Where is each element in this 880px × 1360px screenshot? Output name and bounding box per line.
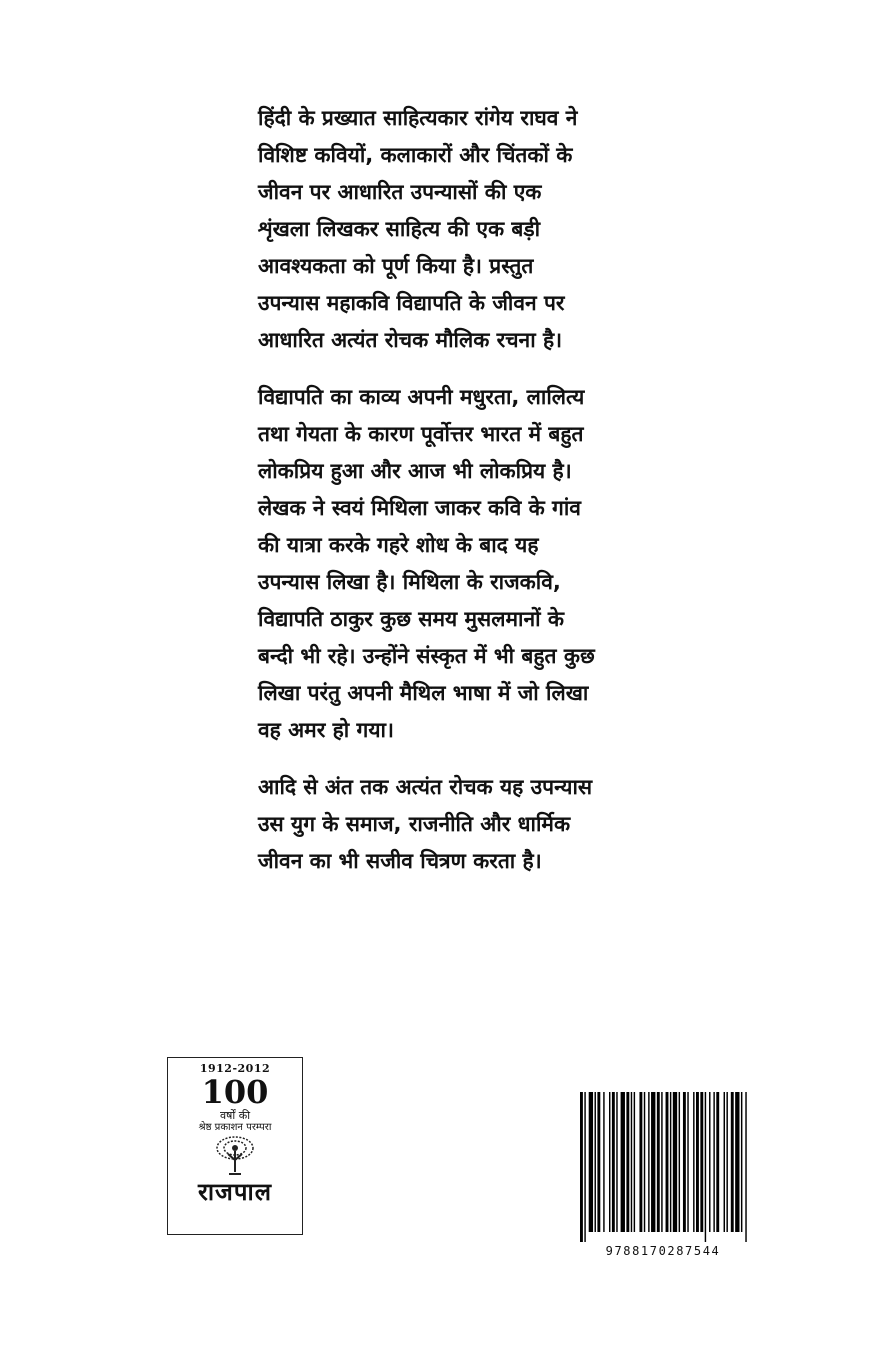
blurb-line: शृंखला लिखकर साहित्य की एक बड़ी [258, 217, 541, 241]
isbn-number: 9788170287544 [605, 1244, 721, 1258]
barcode-bar [595, 1092, 596, 1232]
blurb-line: विद्यापति ठाकुर कुछ समय मुसलमानों के [258, 607, 565, 631]
blurb-line: हिंदी के प्रख्यात साहित्यकार रांगेय राघव ने [258, 106, 578, 130]
barcode-bar [683, 1092, 686, 1232]
barcode-bar [616, 1092, 617, 1232]
barcode-bar [651, 1092, 655, 1232]
blurb-line: लेखक ने स्वयं मिथिला जाकर कवि के गांव [258, 496, 581, 520]
barcode-bar [670, 1092, 671, 1232]
barcode-bar [666, 1092, 669, 1232]
barcode-bar [735, 1092, 739, 1232]
barcode-bar [696, 1092, 699, 1232]
blurb-line: बन्दी भी रहे। उन्होंने संस्कृत में भी बहुत कुछ [258, 644, 595, 668]
blurb-paragraph [258, 100, 630, 359]
barcode-bar [705, 1092, 706, 1242]
barcode-bar [726, 1092, 727, 1232]
blurb-line: विशिष्ट कवियों, कलाकारों और चिंतकों के [258, 143, 573, 167]
barcode-bar [741, 1092, 742, 1232]
isbn-barcode [578, 1092, 748, 1242]
barcode-bar [644, 1092, 645, 1232]
blurb-line: विद्यापति का काव्य अपनी मधुरता, लालित्य [258, 385, 585, 409]
barcode-bar [621, 1092, 625, 1232]
blurb-line: लिखा परंतु अपनी मैथिल भाषा में जो लिखा [258, 681, 589, 705]
barcode-bar [597, 1092, 600, 1232]
back-cover-blurb [258, 100, 630, 900]
barcode-bar [580, 1092, 583, 1242]
barcode-bar [589, 1092, 593, 1232]
blurb-line: की यात्रा करके गहरे शोध के बाद यह [258, 533, 539, 557]
blurb-line: उस युग के समाज, राजनीति और धार्मिक [258, 812, 571, 836]
barcode-bar [634, 1092, 635, 1232]
barcode-bar [693, 1092, 694, 1232]
barcode-bar [612, 1092, 615, 1232]
logo-tagline-2: श्रेष्ठ प्रकाशन परम्परा [198, 1122, 272, 1133]
barcode-bar [626, 1092, 629, 1232]
barcode-bar [731, 1092, 734, 1232]
logo-years: 1912-2012 [199, 1062, 271, 1075]
barcode-bar [713, 1092, 714, 1232]
publisher-logo [167, 1057, 303, 1235]
logo-brand: राजपाल [198, 1178, 272, 1206]
blurb-paragraph [258, 379, 630, 749]
barcode-bar [631, 1092, 632, 1232]
barcode-bar [603, 1092, 604, 1232]
barcode-bar [584, 1092, 585, 1242]
barcode-bar [609, 1092, 610, 1232]
blurb-line: जीवन का भी सजीव चित्रण करता है। [258, 849, 542, 873]
barcode-bar [745, 1092, 746, 1242]
blurb-line: जीवन पर आधारित उपन्यासों की एक [258, 180, 542, 204]
barcode-bar [709, 1092, 710, 1232]
tree-icon [213, 1136, 257, 1176]
barcode-bar [679, 1092, 680, 1232]
blurb-paragraph [258, 769, 630, 880]
blurb-line: लोकप्रिय हुआ और आज भी लोकप्रिय है। [258, 459, 572, 483]
barcode-bar [700, 1092, 703, 1232]
barcode-bar [657, 1092, 660, 1232]
logo-tagline-1: वर्षों की [219, 1109, 251, 1122]
barcode-bar [724, 1092, 725, 1232]
barcode-bar [716, 1092, 719, 1232]
logo-centenary-number: 100 [201, 1073, 269, 1111]
blurb-line: तथा गेयता के कारण पूर्वोत्तर भारत में बहुत [258, 422, 584, 446]
blurb-line: आधारित अत्यंत रोचक मौलिक रचना है। [258, 328, 563, 352]
blurb-line: वह अमर हो गया। [258, 718, 394, 742]
barcode-bar [661, 1092, 662, 1232]
barcode-bar [639, 1092, 642, 1232]
blurb-line: उपन्यास लिखा है। मिथिला के राजकवि, [258, 570, 561, 594]
blurb-line: आवश्यकता को पूर्ण किया है। प्रस्तुत [258, 254, 534, 278]
barcode-bar [673, 1092, 677, 1232]
barcode-bar [687, 1092, 688, 1232]
blurb-line: आदि से अंत तक अत्यंत रोचक यह उपन्यास [258, 775, 593, 799]
barcode-bar [648, 1092, 649, 1232]
blurb-line: उपन्यास महाकवि विद्यापति के जीवन पर [258, 291, 565, 315]
